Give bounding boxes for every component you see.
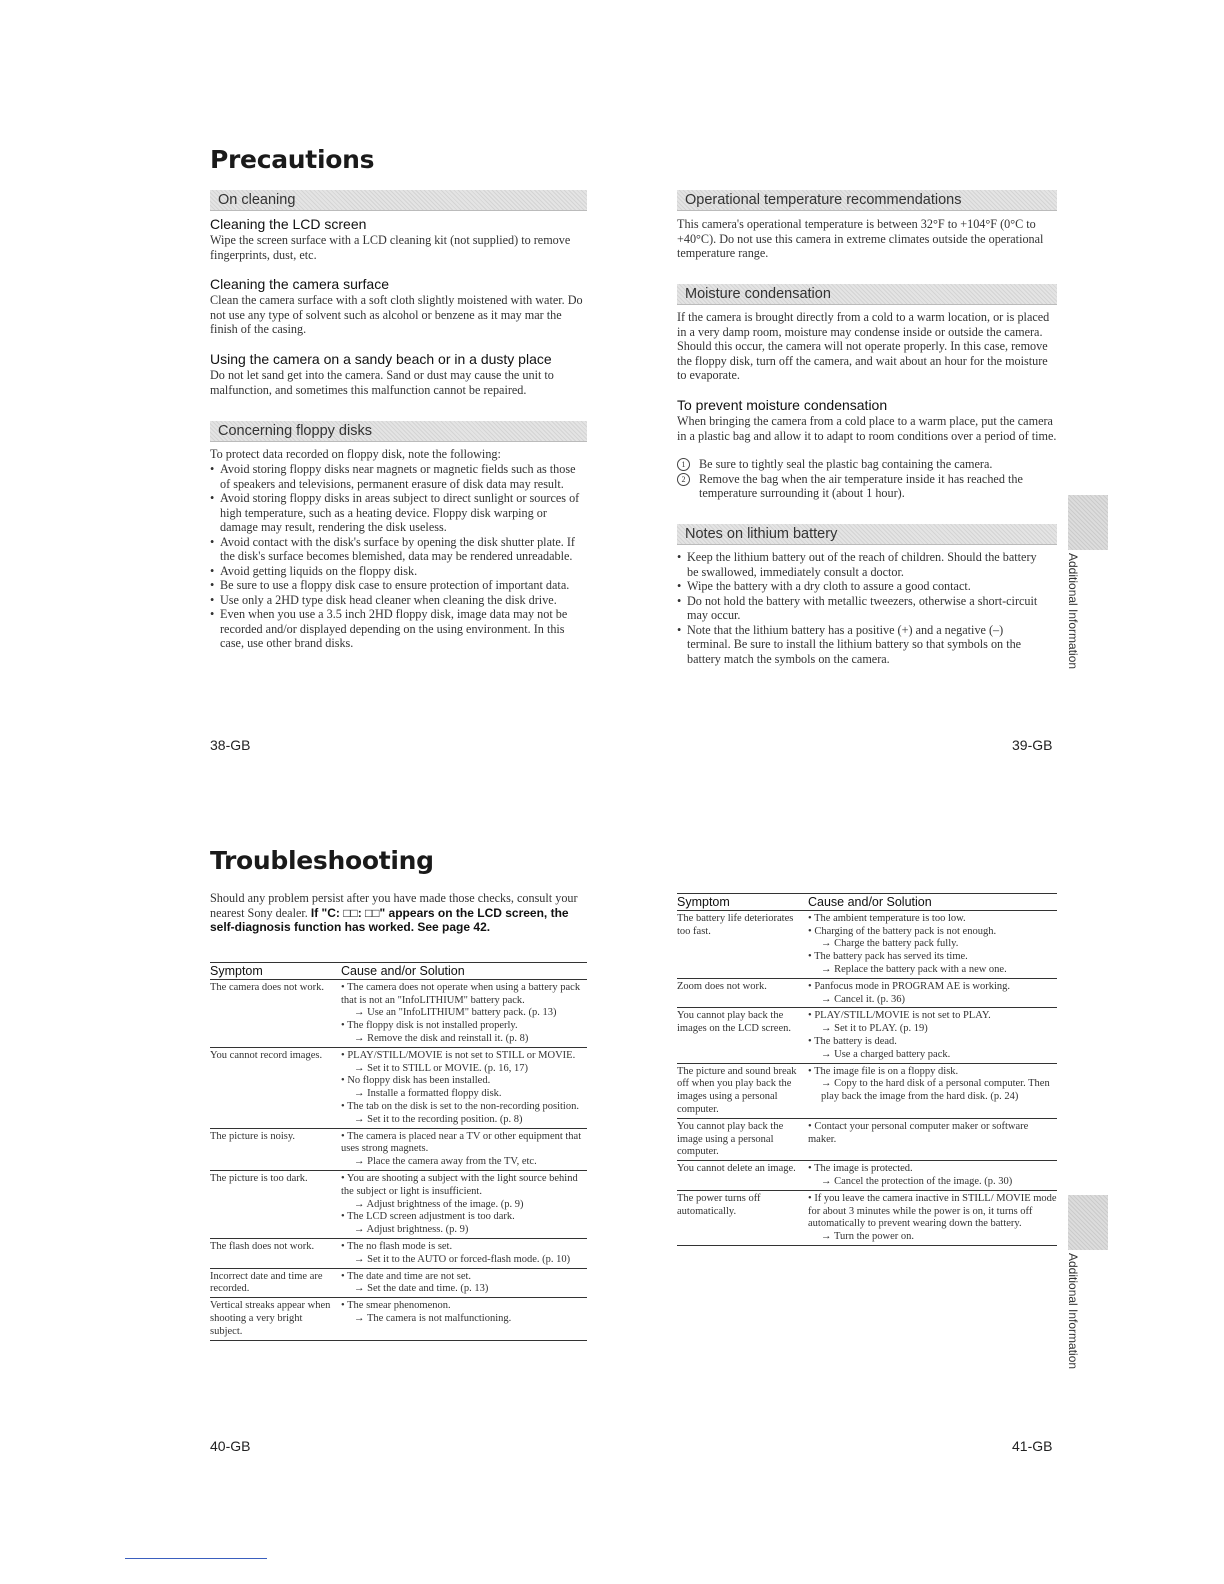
solution-line: → Cancel it. (p. 36) bbox=[808, 994, 1057, 1007]
table-row bbox=[210, 1269, 587, 1299]
lithium-battery-header: Notes on lithium battery bbox=[677, 524, 1057, 545]
troubleshooting-table-right bbox=[677, 893, 1057, 1246]
moisture-text: If the camera is brought directly from a cold to a warm location, or is placed in a very damp room, moisture may condense inside or outside the camera. Should this occur, the camera will not operate properly. In this case, remove the floppy disk, turn off the camera, and wait about an hour for the moisture to evaporate. bbox=[677, 310, 1050, 382]
solution-line: → Set it to STILL or MOVIE. (p. 16, 17) bbox=[341, 1063, 587, 1076]
solution-cell bbox=[808, 1066, 1057, 1117]
step-number: 2 bbox=[677, 473, 690, 486]
side-label: Additional Information bbox=[1066, 553, 1080, 670]
cause-line: • The date and time are not set. bbox=[341, 1271, 587, 1284]
solution-line: → The camera is not malfunctioning. bbox=[341, 1313, 587, 1326]
cause-line: • The battery pack has served its time. bbox=[808, 951, 1057, 964]
cause-line: • The camera does not operate when using a battery pack that is not an "InfoLITHIUM" battery pack. bbox=[341, 982, 587, 1008]
cause-line: • The ambient temperature is too low. bbox=[808, 913, 1057, 926]
prevent-moisture-heading: To prevent moisture condensation bbox=[677, 397, 888, 413]
list-item: • Even when you use a 3.5 inch 2HD floppy disk, image data may not be recorded and/or displayed depending on the using environment. In this case, use other brand disks. bbox=[210, 607, 586, 651]
page-number: 41-GB bbox=[1012, 1438, 1053, 1454]
step-number: 1 bbox=[677, 458, 690, 471]
cause-line: • Contact your personal computer maker or software maker. bbox=[808, 1121, 1057, 1147]
prevent-steps bbox=[677, 457, 1057, 501]
symptom-cell: You cannot play back the image using a personal computer. bbox=[677, 1120, 784, 1158]
cause-line: • Charging of the battery pack is not enough. bbox=[808, 926, 1057, 939]
solution-cell bbox=[808, 1163, 1057, 1189]
cause-line: • The image is protected. bbox=[808, 1163, 1057, 1176]
symptom-cell: You cannot play back the images on the LCD screen. bbox=[677, 1010, 792, 1035]
prevent-moisture-text: When bringing the camera from a cold place to a warm place, put the camera in a plastic bag and allow it to adapt to room conditions over a period of time. bbox=[677, 414, 1057, 443]
solution-line: → Turn the power on. bbox=[808, 1231, 1057, 1244]
list-item: • Avoid getting liquids on the floppy disk. bbox=[210, 564, 586, 579]
precautions-title: Precautions bbox=[210, 145, 375, 174]
symptom-cell: The picture is noisy. bbox=[210, 1130, 296, 1142]
list-item: • Be sure to use a floppy disk case to ensure protection of important data. bbox=[210, 578, 586, 593]
cause-line: • The floppy disk is not installed properly. bbox=[341, 1020, 587, 1033]
symptom-cell: The picture and sound break off when you play back the images using a personal computer. bbox=[677, 1065, 797, 1115]
symptom-cell: You cannot record images. bbox=[210, 1049, 323, 1061]
table-row bbox=[210, 1239, 587, 1269]
lcd-cleaning-text: Wipe the screen surface with a LCD cleaning kit (not supplied) to remove fingerprints, dust, etc. bbox=[210, 233, 571, 262]
solution-cell bbox=[808, 981, 1057, 1007]
troubleshooting-intro: Should any problem persist after you have made those checks, consult your nearest Sony dealer. If "C: □□: □□" appears on the LCD screen, the self-diagnosis function has worked. See page 42. bbox=[210, 891, 578, 934]
page-number: 39-GB bbox=[1012, 737, 1053, 753]
solution-cell bbox=[341, 982, 587, 1046]
cause-line: • Panfocus mode in PROGRAM AE is working. bbox=[808, 981, 1057, 994]
table-header: Symptom Cause and/or Solution bbox=[677, 893, 1057, 911]
symptom-cell: The flash does not work. bbox=[210, 1240, 315, 1252]
list-item: • Avoid contact with the disk's surface by opening the disk shutter plate. If the disk's surface becomes blemished, data may be rendered unreadable. bbox=[210, 535, 586, 564]
table-row bbox=[210, 1298, 587, 1340]
page-number: 40-GB bbox=[210, 1438, 251, 1454]
troubleshooting-title: Troubleshooting bbox=[210, 846, 434, 875]
table-row bbox=[210, 1129, 587, 1171]
operational-temperature-header: Operational temperature recommendations bbox=[677, 190, 1057, 211]
cause-line: • The LCD screen adjustment is too dark. bbox=[341, 1211, 587, 1224]
symptom-cell: Vertical streaks appear when shooting a very bright subject. bbox=[210, 1300, 331, 1337]
solution-cell bbox=[341, 1300, 587, 1338]
symptom-cell: The camera does not work. bbox=[210, 981, 324, 993]
table-row bbox=[677, 979, 1057, 1009]
solution-cell bbox=[341, 1173, 587, 1237]
cause-line: • You are shooting a subject with the light source behind the subject or light is insufficient. bbox=[341, 1173, 587, 1199]
cause-line: • No floppy disk has been installed. bbox=[341, 1075, 587, 1088]
solution-line: → Adjust brightness of the image. (p. 9) bbox=[341, 1199, 587, 1212]
solution-line: → Set it to PLAY. (p. 19) bbox=[808, 1023, 1057, 1036]
symptom-cell: The battery life deteriorates too fast. bbox=[677, 912, 794, 937]
cause-line: • The image file is on a floppy disk. bbox=[808, 1066, 1057, 1079]
solution-line: → Use a charged battery pack. bbox=[808, 1049, 1057, 1062]
solution-line: → Adjust brightness. (p. 9) bbox=[341, 1224, 587, 1237]
table-row bbox=[210, 1048, 587, 1129]
list-item: • Wipe the battery with a dry cloth to assure a good contact. bbox=[677, 579, 1047, 594]
surface-cleaning-text: Clean the camera surface with a soft cloth slightly moistened with water. Do not use any type of solvent such as alcohol or benzene as it may mar the finish of the casing. bbox=[210, 293, 583, 336]
section-tab-mark bbox=[1068, 1195, 1108, 1250]
cause-line: • If you leave the camera inactive in STILL/ MOVIE mode for about 3 minutes while the power is on, it turns off automatically to prevent wearing down the battery. bbox=[808, 1193, 1057, 1231]
cause-line: • PLAY/STILL/MOVIE is not set to PLAY. bbox=[808, 1010, 1057, 1023]
symptom-cell: The picture is too dark. bbox=[210, 1172, 308, 1184]
table-row bbox=[677, 1191, 1057, 1246]
solution-line: → Set the date and time. (p. 13) bbox=[341, 1283, 587, 1296]
cause-line: • PLAY/STILL/MOVIE is not set to STILL or MOVIE. bbox=[341, 1050, 587, 1063]
on-cleaning-header: On cleaning bbox=[210, 190, 587, 211]
surface-cleaning-heading: Cleaning the camera surface bbox=[210, 276, 389, 292]
symptom-cell: The power turns off automatically. bbox=[677, 1192, 761, 1217]
solution-line: → Charge the battery pack fully. bbox=[808, 938, 1057, 951]
solution-line: → Use an "InfoLITHIUM" battery pack. (p. 13) bbox=[341, 1007, 587, 1020]
symptom-cell: Zoom does not work. bbox=[677, 980, 767, 992]
solution-line: → Remove the disk and reinstall it. (p. 8) bbox=[341, 1033, 587, 1046]
sandy-beach-heading: Using the camera on a sandy beach or in a dusty place bbox=[210, 351, 552, 367]
cause-line: • The no flash mode is set. bbox=[341, 1241, 587, 1254]
symptom-cell: Incorrect date and time are recorded. bbox=[210, 1270, 323, 1295]
table-header: Symptom Cause and/or Solution bbox=[210, 962, 587, 980]
sandy-beach-text: Do not let sand get into the camera. Sand or dust may cause the unit to malfunction, and sometimes this malfunction cannot be repaired. bbox=[210, 368, 554, 397]
solution-cell bbox=[341, 1271, 587, 1297]
symptom-cell: You cannot delete an image. bbox=[677, 1163, 796, 1175]
solution-line: → Place the camera away from the TV, etc. bbox=[341, 1156, 587, 1169]
solution-cell bbox=[341, 1131, 587, 1169]
solution-line: → Set it to the AUTO or forced-flash mode. (p. 10) bbox=[341, 1254, 587, 1267]
moisture-condensation-header: Moisture condensation bbox=[677, 284, 1057, 305]
list-item: • Note that the lithium battery has a positive (+) and a negative (–) terminal. Be sure to install the lithium battery so that symbols on the battery match the symbols on the camera. bbox=[677, 623, 1047, 667]
lcd-cleaning-heading: Cleaning the LCD screen bbox=[210, 216, 367, 232]
list-item: • Avoid storing floppy disks in areas subject to direct sunlight or sources of high temperature, such as a heating device. Floppy disk warping or damage may result, rendering the disk useless. bbox=[210, 491, 586, 535]
footer-rule bbox=[125, 1558, 267, 1559]
list-item: • Keep the lithium battery out of the reach of children. Should the battery be swallowed, immediately consult a doctor. bbox=[677, 550, 1047, 579]
list-item: • Avoid storing floppy disks near magnets or magnetic fields such as those of speakers and televisions, permanent erasure of disk data may result. bbox=[210, 462, 586, 491]
troubleshooting-table-left bbox=[210, 962, 587, 1341]
table-row bbox=[210, 980, 587, 1048]
cause-line: • The tab on the disk is set to the non-recording position. bbox=[341, 1101, 587, 1114]
solution-cell bbox=[808, 1193, 1057, 1244]
lithium-list bbox=[677, 550, 1047, 666]
list-item: 2 Remove the bag when the air temperature inside it has reached the temperature surrounding it (about 1 hour). bbox=[677, 472, 1057, 501]
solution-cell bbox=[808, 913, 1057, 977]
cause-line: • The battery is dead. bbox=[808, 1036, 1057, 1049]
solution-cell bbox=[808, 1010, 1057, 1061]
solution-line: → Copy to the hard disk of a personal computer. Then play back the image from the hard disk. (p. 24) bbox=[808, 1078, 1057, 1104]
solution-cell bbox=[341, 1050, 587, 1127]
solution-line: → Set it to the recording position. (p. 8) bbox=[341, 1114, 587, 1127]
solution-line: → Cancel the protection of the image. (p. 30) bbox=[808, 1176, 1057, 1189]
cause-line: • The camera is placed near a TV or other equipment that uses strong magnets. bbox=[341, 1131, 587, 1157]
page-number: 38-GB bbox=[210, 737, 251, 753]
operational-temperature-text: This camera's operational temperature is between 32°F to +104°F (0°C to +40°C). Do not use this camera in extreme climates outside the operational temperature range. bbox=[677, 217, 1044, 260]
solution-cell bbox=[808, 1121, 1057, 1159]
table-row bbox=[677, 1161, 1057, 1191]
side-label: Additional Information bbox=[1066, 1253, 1080, 1370]
section-tab-mark bbox=[1068, 495, 1108, 550]
list-item: • Do not hold the battery with metallic tweezers, otherwise a short-circuit may occur. bbox=[677, 594, 1047, 623]
list-item: 1 Be sure to tightly seal the plastic bag containing the camera. bbox=[677, 457, 1057, 472]
floppy-disks-header: Concerning floppy disks bbox=[210, 421, 587, 442]
solution-line: → Replace the battery pack with a new one. bbox=[808, 964, 1057, 977]
table-row bbox=[677, 911, 1057, 979]
table-row bbox=[677, 1008, 1057, 1063]
table-row bbox=[677, 1064, 1057, 1119]
floppy-intro: To protect data recorded on floppy disk, note the following: bbox=[210, 447, 501, 461]
cause-line: • The smear phenomenon. bbox=[341, 1300, 587, 1313]
table-row bbox=[677, 1119, 1057, 1161]
solution-line: → Installe a formatted floppy disk. bbox=[341, 1088, 587, 1101]
floppy-list bbox=[210, 462, 586, 651]
solution-cell bbox=[341, 1241, 587, 1267]
list-item: • Use only a 2HD type disk head cleaner when cleaning the disk drive. bbox=[210, 593, 586, 608]
table-row bbox=[210, 1171, 587, 1239]
